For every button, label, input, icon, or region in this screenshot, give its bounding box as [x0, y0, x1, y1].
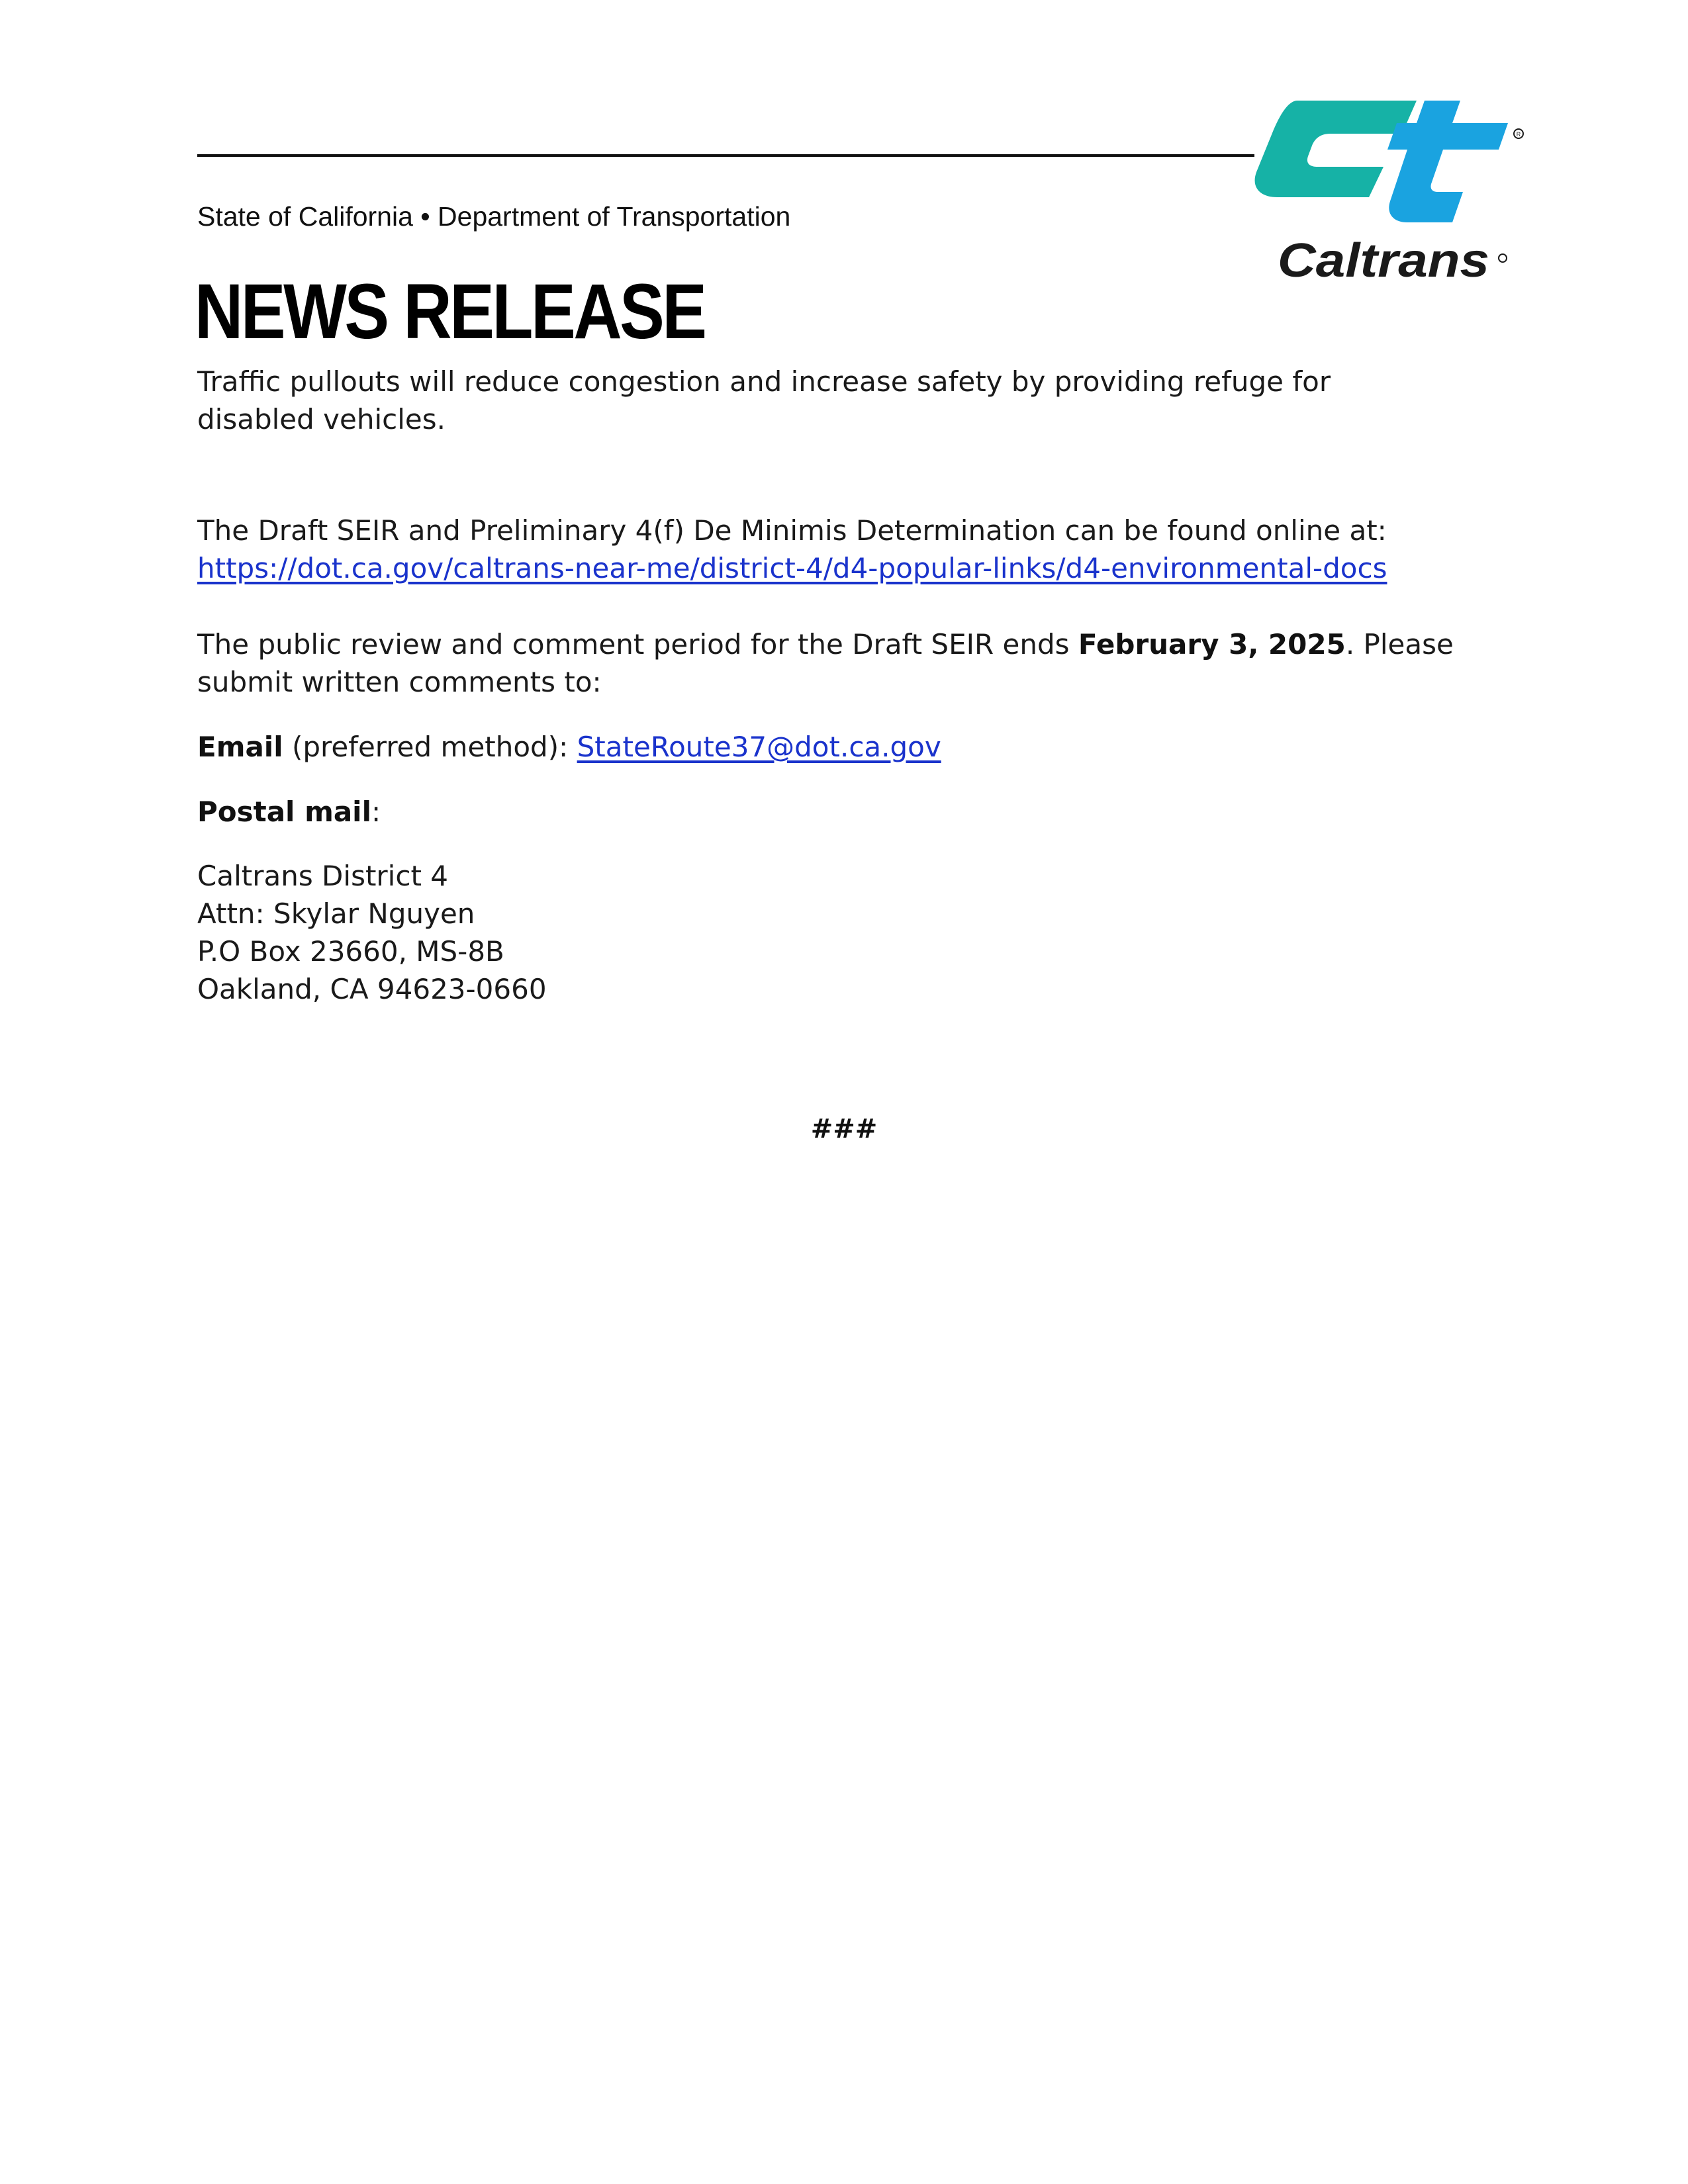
- review-line-1: [197, 625, 1495, 663]
- review-suffix: . Please: [1345, 628, 1454, 660]
- svg-text:R: R: [1516, 131, 1521, 138]
- subhead-line-1: Traffic pullouts will reduce congestion and increase safety by providing refuge for: [197, 365, 1331, 398]
- postal-label-row: [197, 793, 1495, 831]
- address-line: Oakland, CA 94623-0660: [197, 973, 547, 1005]
- caltrans-logo: [1251, 93, 1529, 285]
- environmental-docs-link[interactable]: https://dot.ca.gov/caltrans-near-me/district-4/d4-popular-links/d4-environmental-docs: [197, 552, 1387, 584]
- postal-colon: :: [371, 796, 381, 828]
- email-label: Email: [197, 731, 283, 763]
- review-paragraph: [197, 625, 1495, 701]
- email-link[interactable]: StateRoute37@dot.ca.gov: [577, 731, 941, 763]
- docs-link-row: [197, 549, 1495, 587]
- subhead-line-2: disabled vehicles.: [197, 403, 445, 435]
- postal-address: [197, 857, 1495, 1008]
- email-note: (preferred method):: [283, 731, 577, 763]
- address-line: Attn: Skylar Nguyen: [197, 897, 475, 930]
- postal-label: Postal mail: [197, 796, 371, 828]
- logo-wordmark: Caltrans: [1278, 234, 1489, 285]
- address-line: P.O Box 23660, MS-8B: [197, 935, 504, 968]
- email-line: [197, 728, 1495, 766]
- review-deadline: February 3, 2025: [1078, 628, 1346, 660]
- docs-intro: The Draft SEIR and Preliminary 4(f) De Minimis Determination can be found online at:: [197, 514, 1387, 547]
- subhead: [197, 363, 1495, 438]
- header-rule: [197, 154, 1254, 157]
- review-prefix: The public review and comment period for the Draft SEIR ends: [197, 628, 1078, 660]
- agency-name: State of California • Department of Transportation: [197, 201, 791, 232]
- review-line-2: submit written comments to:: [197, 666, 602, 698]
- page-title: NEWS RELEASE: [195, 268, 705, 355]
- address-line: Caltrans District 4: [197, 860, 448, 892]
- end-mark: ###: [810, 1114, 878, 1144]
